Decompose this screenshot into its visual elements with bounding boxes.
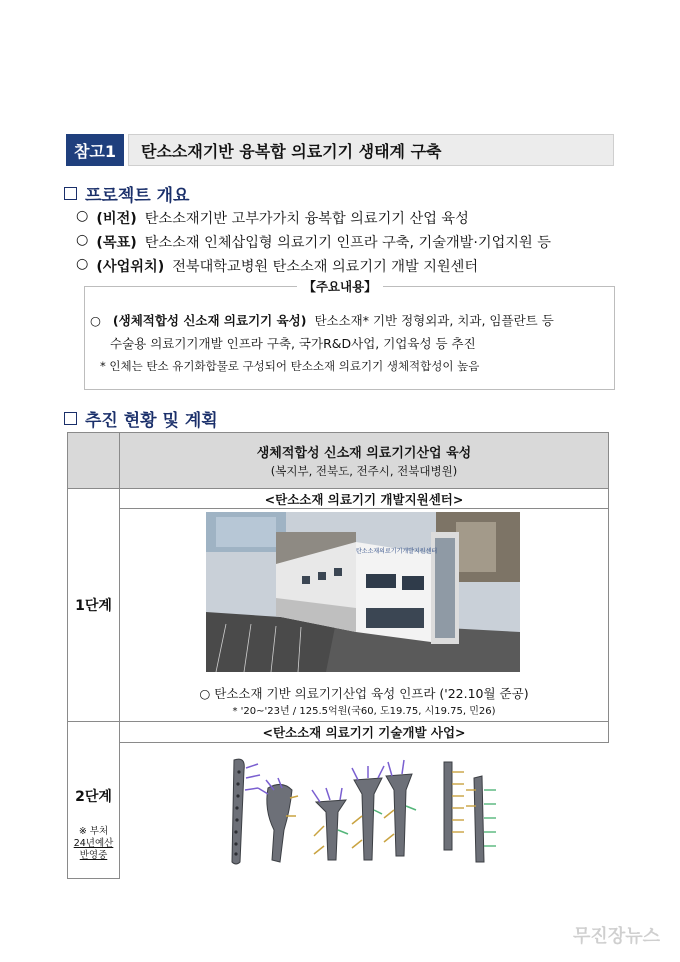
overview-item — [76, 232, 551, 252]
overview-item — [76, 208, 469, 228]
center-building-photo — [206, 512, 520, 672]
implant-devices-illustration — [206, 750, 522, 868]
page-title: 탄소소재기반 융복합 의료기기 생태계 구축 — [128, 134, 614, 166]
stage1-subtitle-cell — [119, 488, 609, 509]
overview-item — [76, 256, 478, 276]
overview-label: (사업위치) — [96, 259, 165, 275]
plan-heading — [64, 406, 218, 431]
stage1-subtitle: <탄소소재 의료기기 개발지원센터> — [264, 491, 464, 507]
stage2-note — [67, 826, 120, 862]
key-line-2: 수술용 의료기기개발 인프라 구축, 국가R&D사업, 기업육성 등 추진 — [110, 336, 476, 351]
stage1-caption: ○ 탄소소재 기반 의료기기산업 육성 인프라 ('22.10월 준공) — [199, 686, 529, 701]
stage2-subtitle: <탄소소재 의료기기 기술개발 사업> — [262, 725, 466, 740]
key-content-label — [0, 276, 680, 295]
stage1-label: 1단계 — [75, 598, 112, 614]
stage2-label: 2단계 — [75, 789, 112, 805]
stage2-note-line: ※ 부처 — [78, 826, 109, 837]
implant-plate-icon — [312, 760, 416, 860]
overview-text: 탄소소재기반 고부가가치 융복합 의료기기 산업 육성 — [144, 211, 469, 227]
key-line-1 — [90, 311, 554, 329]
plan-heading-text: 추진 현황 및 계획 — [85, 411, 218, 431]
key-note: * 인체는 탄소 유기화합물로 구성되어 탄소소재 의료기기 생체적합성이 높음 — [100, 359, 480, 373]
overview-heading — [64, 181, 189, 206]
table-header-sub: (복지부, 전북도, 전주시, 전북대병원) — [270, 464, 458, 478]
stage2-note-line: 24년예산 — [73, 838, 114, 849]
building-sign-text: 탄소소재의료기기개발지원센터 — [356, 548, 438, 555]
circle-bullet: ○ — [76, 232, 89, 248]
overview-text: 탄소소재 인체삽입형 의료기기 인프라 구축, 기술개발·기업지원 등 — [144, 235, 551, 251]
stage2-note-line: 반영중 — [79, 850, 108, 861]
key-text: 탄소소재* 기반 정형외과, 치과, 임플란트 등 — [314, 313, 554, 328]
stage2-subtitle-cell — [119, 721, 609, 743]
watermark: 무진장뉴스 — [573, 926, 660, 947]
stage1-label-cell — [67, 488, 120, 722]
circle-bullet: ○ — [90, 313, 101, 328]
table-header-corner — [67, 432, 120, 489]
square-bullet-icon — [64, 412, 77, 425]
table-header-title: 생체적합성 신소재 의료기기산업 육성 — [256, 446, 472, 461]
implant-plate-icon — [258, 778, 298, 862]
overview-label: (비전) — [96, 211, 137, 227]
circle-bullet: ○ — [76, 256, 89, 272]
key-label-text: 【주요내용】 — [297, 279, 382, 294]
square-bullet-icon — [64, 187, 77, 200]
circle-bullet: ○ — [76, 208, 89, 224]
title-tag: 참고1 — [66, 134, 124, 166]
overview-heading-text: 프로젝트 개요 — [85, 186, 190, 206]
implant-plate-icon — [444, 762, 496, 862]
table-header — [119, 432, 609, 489]
key-bold-label: (생체적합성 신소재 의료기기 육성) — [112, 313, 307, 328]
overview-label: (목표) — [96, 235, 137, 251]
implant-plate-icon — [232, 759, 260, 864]
overview-text: 전북대학교병원 탄소소재 의료기기 개발 지원센터 — [172, 259, 479, 275]
stage1-note: * '20~'23년 / 125.5억원(국60, 도19.75, 시19.75, 민26) — [232, 706, 496, 717]
building-photo-illustration — [206, 512, 520, 672]
